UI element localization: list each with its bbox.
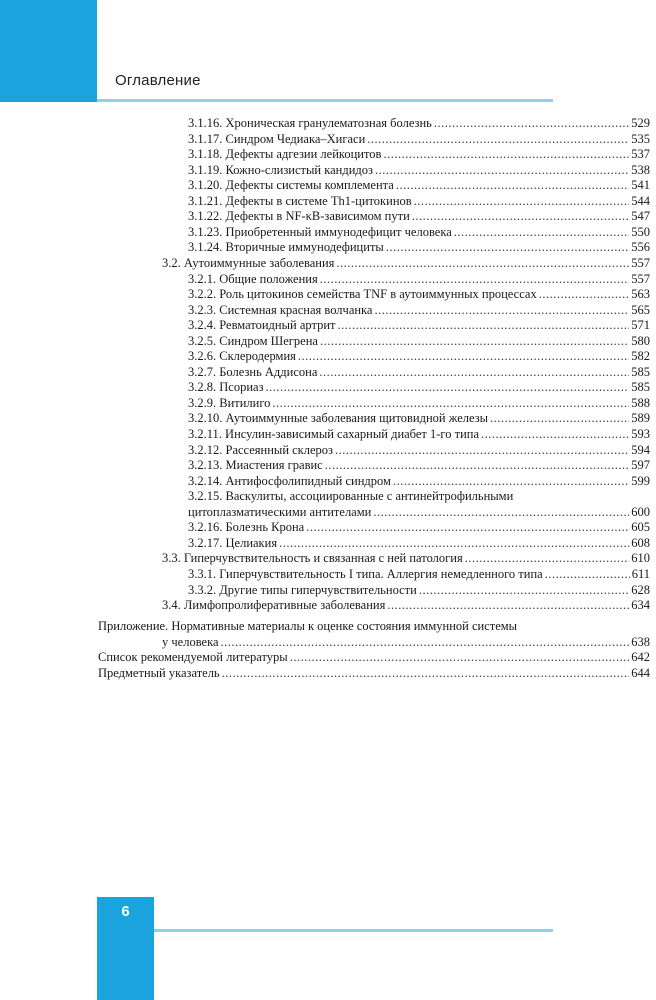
toc-entry-page: 565 [631,302,650,317]
toc-entry[interactable] [188,116,650,131]
toc-entry[interactable] [188,443,650,458]
toc-entry-title: Предметный указатель [98,665,220,680]
toc-dot-leader [373,505,629,520]
toc-dot-leader [545,567,630,582]
toc-entry[interactable] [188,272,650,287]
toc-dot-leader [387,598,629,613]
toc-entry-page: 557 [631,271,650,286]
toc-entry-page: 547 [631,209,650,224]
toc-entry-title: 3.2.14. Антифосфолипидный синдром [188,473,391,488]
toc-entry[interactable] [188,225,650,240]
toc-entry[interactable] [188,536,650,551]
toc-dot-leader [320,334,629,349]
toc-entry-title: 3.1.22. Дефекты в NF-κB-зависимом пути [188,209,410,224]
toc-entry[interactable] [188,427,650,442]
toc-entry[interactable] [188,505,650,520]
header-color-block [0,0,97,102]
toc-dot-leader [320,272,630,287]
toc-entry-title: 3.2.4. Ревматоидный артрит [188,318,336,333]
toc-entry[interactable] [188,240,650,255]
toc-entry-page: 544 [631,193,650,208]
toc-entry-title: 3.3.1. Гиперчувствительность I типа. Аллергия немедленного типа [188,566,543,581]
toc-entry-page: 571 [631,318,650,333]
toc-entry-page: 557 [631,255,650,270]
toc-entry-title: 3.1.21. Дефекты в системе Th1-цитокинов [188,193,412,208]
toc-entry-page: 628 [631,582,650,597]
toc-dot-leader [298,349,629,364]
toc-entry[interactable] [188,178,650,193]
toc-dot-leader [375,163,629,178]
toc-entry-page: 535 [631,131,650,146]
toc-entry-title: 3.2.6. Склеродермия [188,349,296,364]
header-rule [97,99,553,102]
toc-entry-title: 3.2.15. Васкулиты, ассоциированные с антинейтрофильными [188,489,514,504]
toc-entry-title: 3.2.17. Целиакия [188,535,278,550]
toc-entry-title: 3.1.18. Дефекты адгезии лейкоцитов [188,147,382,162]
toc-entry-line [98,619,517,634]
toc-entry-page: 597 [631,458,650,473]
toc-entry-page: 644 [631,665,650,680]
toc-entry[interactable] [188,365,650,380]
toc-dot-leader [412,209,629,224]
toc-entry-title: у человека [162,634,219,649]
toc-entry-title: Список рекомендуемой литературы [98,650,288,665]
toc-entry-title: 3.3. Гиперчувствительность и связанная с ней патология [162,551,463,566]
toc-entry-title: 3.2. Аутоиммунные заболевания [162,255,335,270]
toc-dot-leader [454,225,629,240]
toc-entry-page: 610 [631,551,650,566]
toc-entry-title: 3.1.24. Вторичные иммунодефициты [188,240,384,255]
toc-dot-leader [266,380,630,395]
toc-entry-page: 605 [631,520,650,535]
toc-entry-title: 3.2.13. Миастения гравис [188,458,323,473]
toc-dot-leader [393,474,629,489]
toc-entry-page: 634 [631,598,650,613]
toc-dot-leader [335,443,629,458]
toc-dot-leader [367,132,629,147]
toc-dot-leader [222,666,630,681]
toc-entry-page: 580 [631,333,650,348]
toc-dot-leader [337,318,629,333]
toc-dot-leader [319,365,629,380]
toc-entry[interactable] [162,598,650,613]
toc-entry[interactable] [98,650,650,665]
toc-entry-page: 541 [631,178,650,193]
toc-entry[interactable] [188,396,650,411]
toc-entry[interactable] [188,209,650,224]
toc-dot-leader [272,396,629,411]
toc-dot-leader [336,256,629,271]
toc-entry-page: 550 [631,224,650,239]
toc-entry-page: 529 [631,116,650,130]
toc-entry[interactable] [188,411,650,426]
toc-dot-leader [221,635,630,650]
toc-entry-title: 3.1.16. Хроническая гранулематозная болезнь [188,116,432,130]
toc-entry[interactable] [188,318,650,333]
toc-entry-page: 537 [631,147,650,162]
toc-entry[interactable] [188,194,650,209]
toc-dot-leader [539,287,630,302]
toc-entry-title: 3.1.19. Кожно-слизистый кандидоз [188,162,373,177]
toc-entry-page: 642 [631,650,650,665]
toc-entry[interactable] [188,349,650,364]
toc-entry-page: 600 [631,504,650,519]
toc-entry[interactable] [188,474,650,489]
toc-entry-page: 585 [631,364,650,379]
toc-dot-leader [465,551,630,566]
toc-entry-title: 3.2.9. Витилиго [188,395,271,410]
page-number: 6 [121,903,130,920]
toc-dot-leader [434,116,629,131]
toc-entry-page: 556 [631,240,650,255]
toc-entry-title: цитоплазматическими антителами [188,504,372,519]
toc-entry-page: 594 [631,442,650,457]
toc-entry[interactable] [188,163,650,178]
toc-entry[interactable] [188,520,650,535]
toc-entry-page: 611 [631,566,650,581]
toc-entry-title: 3.3.2. Другие типы гиперчувствительности [188,582,417,597]
toc-entry[interactable] [188,287,650,302]
toc-entry[interactable] [188,583,650,598]
toc-entry-page: 608 [631,535,650,550]
toc-entry-line [188,489,513,504]
toc-entry[interactable] [188,147,650,162]
toc-entry-page: 563 [631,287,650,302]
toc-entry-page: 599 [631,473,650,488]
toc-dot-leader [325,458,630,473]
toc-entry-title: 3.2.10. Аутоиммунные заболевания щитовидной железы [188,411,489,426]
toc-entry-title: 3.2.11. Инсулин-зависимый сахарный диабет 1-го типа [188,427,480,441]
toc-entry-page: 589 [631,411,650,426]
toc-dot-leader [290,650,630,665]
toc-dot-leader [414,194,630,209]
toc-entry-title: 3.2.2. Роль цитокинов семейства TNF в аутоиммунных процессах [188,287,537,302]
toc-entry-title: 3.2.3. Системная красная волчанка [188,302,373,317]
toc-dot-leader [419,583,629,598]
toc-entry[interactable] [188,567,650,582]
toc-entry-title: Приложение. Нормативные материалы к оценке состояния иммунной системы [98,619,518,634]
toc-dot-leader [375,303,630,318]
toc-entry-page: 638 [631,634,650,649]
toc-dot-leader [383,147,629,162]
toc-entry-page: 585 [631,380,650,395]
toc-entry-title: 3.1.17. Синдром Чедиака–Хигаси [188,131,366,146]
toc-entry-title: 3.2.5. Синдром Шегрена [188,333,318,348]
toc-entry-title: 3.1.23. Приобретенный иммунодефицит человека [188,224,452,239]
toc-entry[interactable] [162,256,650,271]
running-header-title: Оглавление [115,72,201,89]
toc-entry-page: 593 [631,427,650,441]
toc-entry-page: 538 [631,162,650,177]
toc-entry-title: 3.2.1. Общие положения [188,271,318,286]
toc-entry-title: 3.2.8. Псориаз [188,380,264,395]
toc-dot-leader [490,411,629,426]
toc-entry-title: 3.1.20. Дефекты системы комплемента [188,178,394,193]
toc-entry[interactable] [188,380,650,395]
toc-dot-leader [279,536,629,551]
toc-entry[interactable] [188,334,650,349]
toc-entry-title: 3.2.12. Рассеянный склероз [188,442,333,457]
toc-entry-title: 3.2.16. Болезнь Крона [188,520,305,535]
footer-left-blank [0,897,97,1000]
toc-entry[interactable] [188,303,650,318]
toc-entry[interactable] [188,458,650,473]
toc-dot-leader [396,178,629,193]
toc-dot-leader [306,520,629,535]
toc-entry-page: 582 [631,349,650,364]
toc-entry-title: 3.2.7. Болезнь Аддисона [188,364,318,379]
footer-rule [154,929,553,932]
toc-entry-title: 3.4. Лимфопролиферативные заболевания [162,598,386,613]
toc-entry[interactable] [162,551,650,566]
toc-entry[interactable] [162,635,650,650]
toc-entry[interactable] [188,132,650,147]
toc-entry[interactable] [98,666,650,681]
toc-dot-leader [386,240,629,255]
toc-dot-leader [481,427,629,442]
toc-entry-page: 588 [631,395,650,410]
